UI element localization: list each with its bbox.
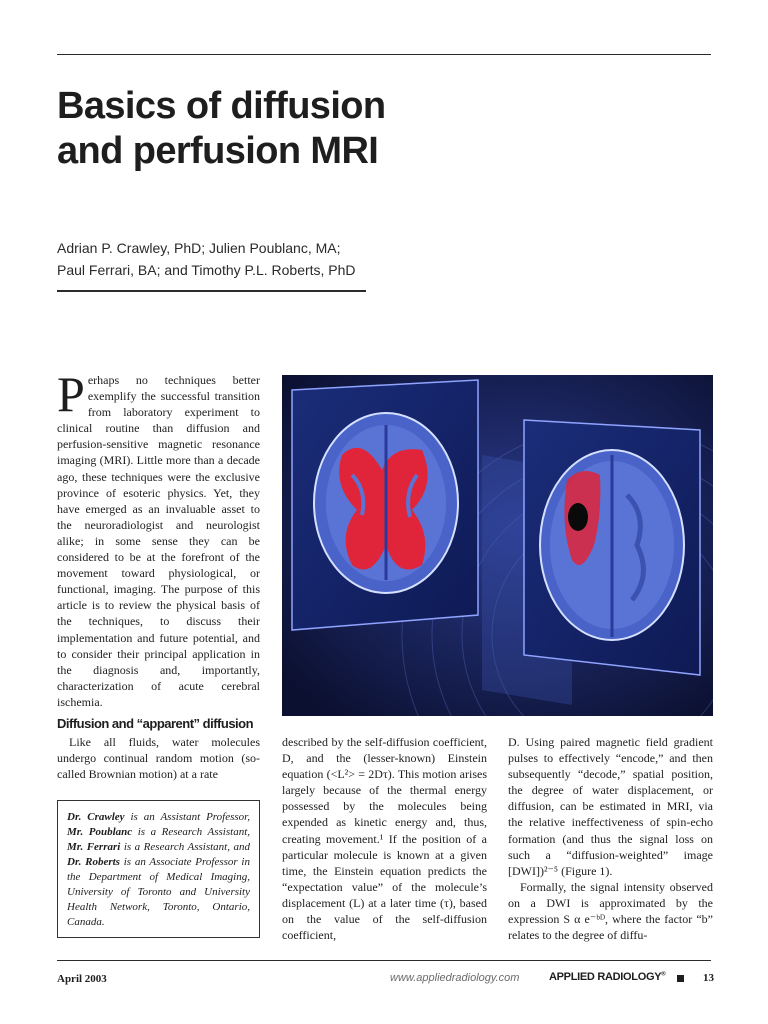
author-line-1: Adrian P. Crawley, PhD; Julien Poublanc, MA; [57,240,341,256]
bio-text-2: is a Research Assistant, [132,826,250,838]
intro-text: erhaps no techniques better exemplify the successful transition from laboratory experiment to clinical routine than diffusion and perfusion-sensitive magnetic resonance imaging (MRI). Little more than a decade ago, these techniques were the exclusive province of esoteric physics. Yet, they have emerged as an invaluable asset to the neuroradiologist and neurologist alike; in some sense they can be considered to be at the forefront of the movement toward physiological, or functional, imaging. The purpose of this article is to review the physical basis of the techniques, to discuss their implementation and future potential, and to consider their principal application in the diagnosis and, importantly, characterization of acute cerebral ischemia. [57,373,260,709]
footer-brand-mark: ® [661,971,666,978]
column-3-paragraph-a: D. Using paired magnetic field gradient pulses to effectively “encode,” and then subsequently “decode,” spatial position, the degree of water displacement, or diffusion, can be estimated in MRI, via the relative ineffectiveness of spin-echo formation (and thus the signal loss on such a “diffusion-weighted” image [DWI])²⁻⁵ (Figure 1). [508,735,713,878]
footer-url[interactable]: www.appliedradiology.com [390,972,520,984]
column-2-text [282,734,487,943]
title-line-2: and perfusion MRI [57,130,379,172]
right-brain-slice [540,450,684,640]
top-rule [57,54,711,55]
bio-text-1: is an Assistant Professor, [124,811,250,823]
footer-date: April 2003 [57,973,107,985]
bio-text-4: is an Associate Professor in the Department of Medical Imaging, University of Toronto and University Health Network, Toronto, Ontario, Canada. [67,856,250,928]
bio-name-3: Mr. Ferrari [67,841,121,853]
author-line-2: Paul Ferrari, BA; and Timothy P.L. Roberts, PhD [57,262,356,278]
article-title [57,84,617,174]
mri-illustration [282,375,713,716]
footer-brand [549,971,665,983]
title-line-1: Basics of diffusion [57,85,386,127]
column-1-paragraph: Like all fluids, water molecules undergo continual random motion (so-called Brownian motion) at a rate [57,735,260,782]
footer-square-icon [677,975,684,982]
column-1-text [57,734,260,782]
column-3-text [508,734,713,943]
column-2-paragraph: described by the self-diffusion coefficient, D, and the (lesser-known) Einstein equation (<L²> = 2Dτ). This motion arises largely because of the thermal energy possessed by the molecules being expended as kinetic energy and, thus, creating movement.¹ If the position of a particular molecule is known at a given time, the Einstein equation predicts the “expectation value” of the molecule’s displacement (L) at a later time (τ), based on the value of the self-diffusion coefficient, [282,735,487,943]
footer-brand-name: APPLIED RADIOLOGY [549,971,662,983]
drop-cap: P [57,366,85,422]
bio-text-3: is a Research Assistant, and [120,841,250,853]
left-brain-slice [314,413,458,593]
column-3-paragraph-b: Formally, the signal intensity observed on a DWI is approximated by the expression S α e⁻ᵇᴰ, where the factor “b” relates to the degree of diffu- [508,879,713,943]
author-bio-box [57,800,260,938]
figure-1-mri-images [282,375,713,716]
footer-rule [57,960,711,961]
intro-paragraph [57,366,260,710]
page-number: 13 [703,972,714,984]
section-heading: Diffusion and “apparent” diffusion [57,716,254,731]
author-rule [57,290,366,292]
bio-name-1: Dr. Crawley [67,811,125,823]
author-list [57,237,397,281]
bio-name-2: Mr. Poublanc [67,826,133,838]
bio-name-4: Dr. Roberts [67,856,120,868]
